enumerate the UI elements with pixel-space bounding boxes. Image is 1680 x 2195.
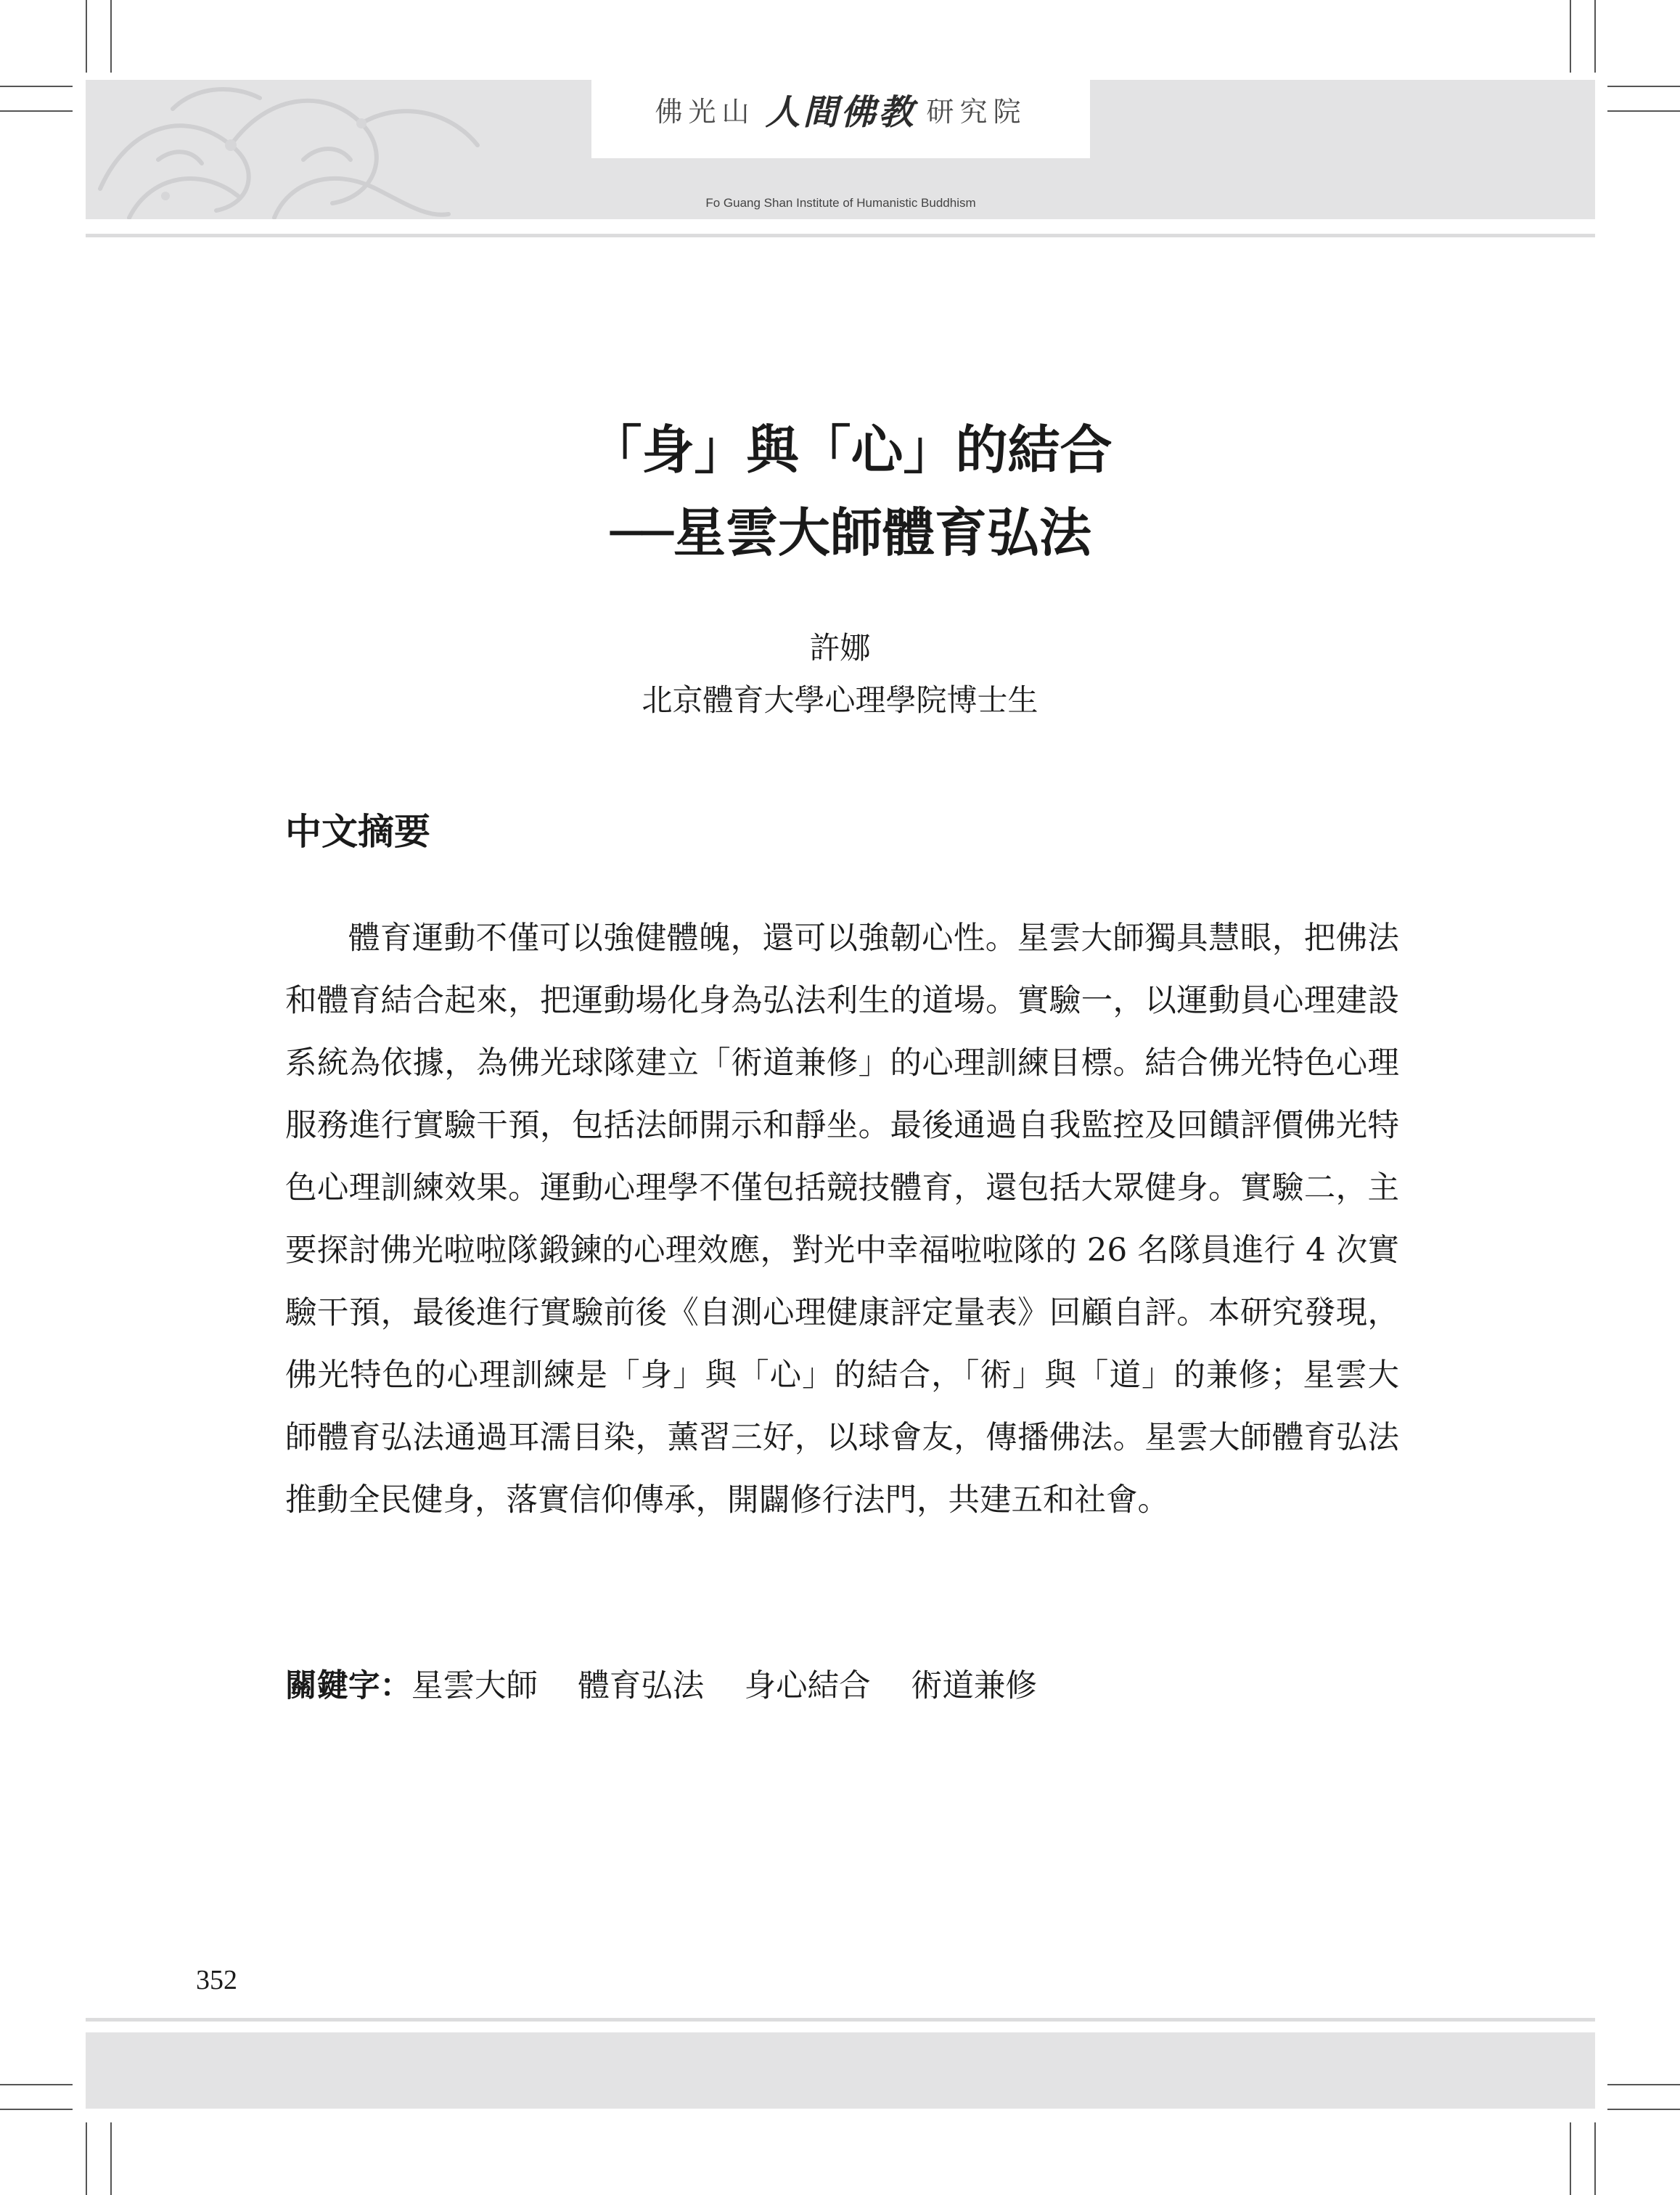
- keyword-item: 星雲大師: [411, 1668, 538, 1704]
- header-title-row: [591, 87, 1090, 131]
- header-org-right: 研究院: [926, 95, 1027, 128]
- crop-mark: [0, 2109, 73, 2110]
- crop-mark: [0, 110, 73, 112]
- crop-mark: [110, 0, 112, 73]
- keyword-item: 體育弘法: [578, 1668, 705, 1704]
- author-affiliation: 北京體育大學心理學院博士生: [642, 682, 1038, 718]
- header-title-box: [591, 80, 1090, 210]
- keywords-line: [285, 1661, 1037, 1706]
- author-name: 許娜: [809, 630, 871, 666]
- page-number: 352: [196, 1965, 237, 1995]
- crop-mark: [1607, 110, 1680, 112]
- header-org-left: 佛光山: [655, 95, 755, 128]
- crop-mark: [1594, 0, 1596, 73]
- paper-title: 「身」與「心」的結合: [589, 419, 1113, 481]
- crop-mark: [1570, 0, 1571, 73]
- header-divider: [86, 234, 1595, 237]
- header-english-name: Fo Guang Shan Institute of Humanistic Buddhism: [705, 196, 976, 210]
- crop-mark: [86, 2122, 87, 2195]
- crop-mark: [1607, 2109, 1680, 2110]
- crop-mark: [1570, 2122, 1571, 2195]
- crop-mark: [0, 86, 73, 87]
- footer-divider: [86, 2018, 1595, 2022]
- crop-mark: [0, 2084, 73, 2085]
- abstract-heading: 中文摘要: [285, 810, 430, 853]
- crop-mark: [1607, 86, 1680, 87]
- keywords-label: 關鍵字：: [285, 1667, 411, 1704]
- lotus-ornament-icon: [86, 80, 492, 219]
- keyword-item: 術道兼修: [910, 1668, 1037, 1704]
- header-brand-logo: 人間佛教: [765, 91, 917, 133]
- crop-mark: [1594, 2122, 1596, 2195]
- crop-mark: [86, 0, 87, 73]
- keyword-item: 身心結合: [744, 1668, 871, 1704]
- abstract-body: 體育運動不僅可以強健體魄，還可以強韌心性。星雲大師獨具慧眼，把佛法和體育結合起來，把運動場化身為弘法利生的道場。實驗一，以運動員心理建設系統為依據，為佛光球隊建立「術道兼修」的心理訓練目標。結合佛光特色心理服務進行實驗干預，包括法師開示和靜坐。最後通過自我監控及回饋評價佛光特色心理訓練效果。運動心理學不僅包括競技體育，還包括大眾健身。實驗二，主要探討佛光啦啦隊鍛鍊的心理效應，對光中幸福啦啦隊的 26 名隊員進行 4 次實驗干預，最後進行實驗前後《自測心理健康評定量表》回顧自評。本研究發現，佛光特色的心理訓練是「身」與「心」的結合，「術」與「道」的兼修；星雲大師體育弘法通過耳濡目染，薰習三好，以球會友，傳播佛法。星雲大師體育弘法推動全民健身，落實信仰傳承，開闢修行法門，共建五和社會。: [285, 920, 1399, 1518]
- paper-subtitle: ──星雲大師體育弘法: [610, 502, 1091, 563]
- crop-mark: [110, 2122, 112, 2195]
- crop-mark: [1607, 2084, 1680, 2085]
- page-footer: [86, 2032, 1595, 2109]
